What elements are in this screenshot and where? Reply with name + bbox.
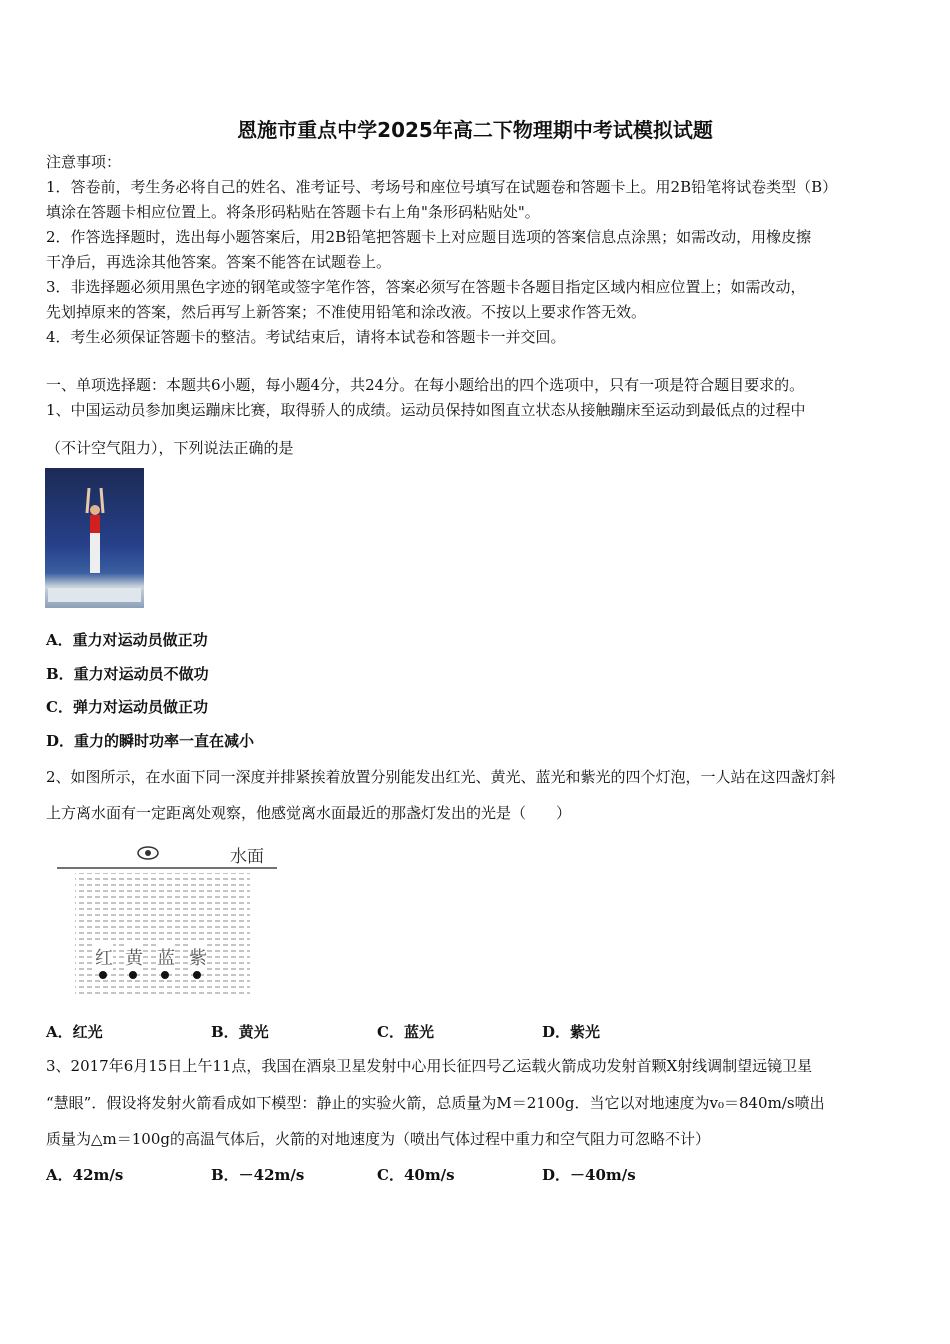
lamp-label-blue: 蓝 [157,944,175,970]
notice-line: 先划掉原来的答案，然后再写上新答案；不准使用铅笔和涂改液。不按以上要求作答无效。 [46,303,647,321]
q1-option-d: D．重力的瞬时功率一直在减小 [46,732,255,750]
q1-option-a: A．重力对运动员做正功 [46,631,208,649]
trampoline-athlete-photo [45,468,144,608]
notice-heading: 注意事项： [46,153,122,171]
notice-line: 3．非选择题必须用黑色字迹的钢笔或签字笔作答，答案必须写在答题卡各题目指定区域内相应位置上；如需改动， [46,278,806,296]
page-title: 恩施市重点中学2025年高二下物理期中考试模拟试题 [237,118,713,142]
lamp-label-red: 红 [95,944,113,970]
q1-option-c: C．弹力对运动员做正功 [46,698,208,716]
question-2-text: 2、如图所示，在水面下同一深度并排紧挨着放置分别能发出红光、黄光、蓝光和紫光的四个灯泡，一人站在这四盏灯斜 [46,768,836,786]
question-3-text: “慧眼”．假设将发射火箭看成如下模型：静止的实验火箭，总质量为M＝2100g．当它以对地速度为v₀＝840m/s喷出 [46,1094,825,1112]
question-3-text: 3、2017年6月15日上午11点，我国在酒泉卫星发射中心用长征四号乙运载火箭成功发射首颗X射线调制望远镜卫星 [46,1057,813,1075]
notice-line: 干净后，再选涂其他答案。答案不能答在试题卷上。 [46,253,392,271]
q2-option-a: A．红光 [46,1023,103,1041]
notice-line: 1．答卷前，考生务必将自己的姓名、准考证号、考场号和座位号填写在试题卷和答题卡上。用2B铅笔将试卷类型（B） [46,178,838,196]
q2-option-b: B．黄光 [211,1023,269,1041]
notice-line: 4．考生必须保证答题卡的整洁。考试结束后，请将本试卷和答题卡一并交回。 [46,328,566,346]
water-lamps-diagram [55,840,280,1000]
q3-option-d: D．－40m/s [542,1166,636,1184]
q3-option-b: B．－42m/s [211,1166,305,1184]
q3-option-c: C．40m/s [377,1166,455,1184]
notice-line: 2．作答选择题时，选出每小题答案后，用2B铅笔把答题卡上对应题目选项的答案信息点涂黑；如需改动，用橡皮擦 [46,228,812,246]
q2-option-d: D．紫光 [542,1023,601,1041]
notice-line: 填涂在答题卡相应位置上。将条形码粘贴在答题卡右上角"条形码粘贴处"。 [46,203,540,221]
lamp-label-yellow: 黄 [125,944,143,970]
q2-option-c: C．蓝光 [377,1023,434,1041]
question-3-text: 质量为△m＝100g的高温气体后，火箭的对地速度为（喷出气体过程中重力和空气阻力可忽略不计） [46,1130,710,1148]
question-1-text: （不计空气阻力），下列说法正确的是 [46,439,294,457]
water-surface-label: 水面 [230,847,264,867]
section-heading: 一、单项选择题：本题共6小题，每小题4分，共24分。在每小题给出的四个选项中，只有一项是符合题目要求的。 [46,376,805,394]
q3-option-a: A．42m/s [46,1166,124,1184]
lamp-label-purple: 紫 [189,944,207,970]
question-2-text: 上方离水面有一定距离处观察，他感觉离水面最近的那盏灯发出的光是（ ） [46,804,572,822]
question-1-text: 1、中国运动员参加奥运蹦床比赛，取得骄人的成绩。运动员保持如图直立状态从接触蹦床至运动到最低点的过程中 [46,401,806,419]
q1-option-b: B．重力对运动员不做功 [46,665,209,683]
